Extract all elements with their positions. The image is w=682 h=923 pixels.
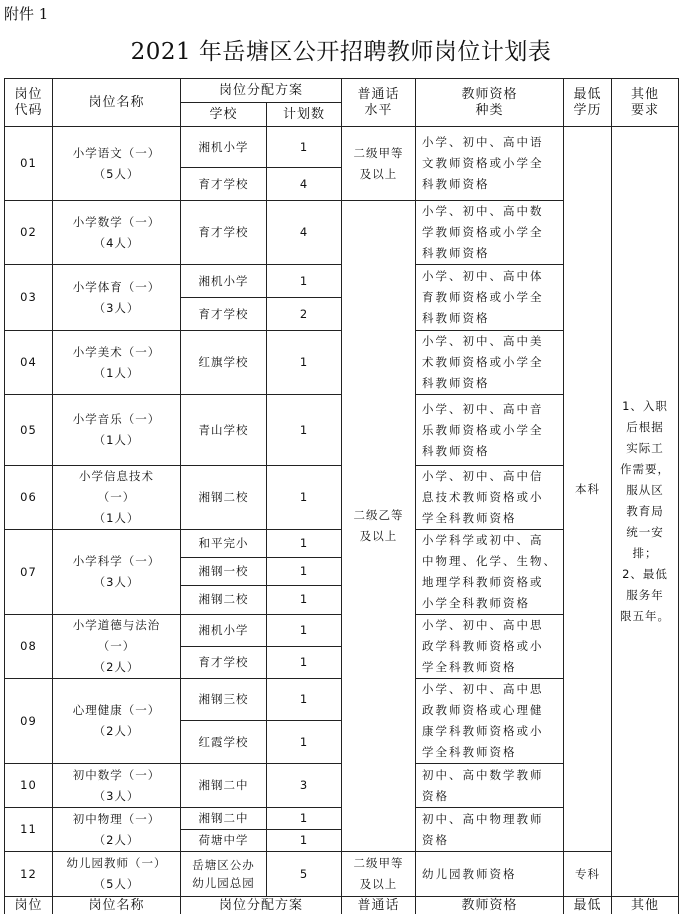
position-code (5, 201, 53, 265)
school-name (181, 298, 267, 331)
header-mandarin-line: 普通话 (357, 86, 400, 102)
cert-type (416, 679, 564, 764)
school-name (181, 852, 267, 897)
cert-type-line: 小学、初中、高中语 (422, 135, 544, 149)
position-name (53, 615, 181, 679)
other-requirements-line: 教育局 (626, 504, 664, 518)
plan-count (267, 852, 342, 897)
footer-mandarin-line: 普通话 (357, 898, 400, 913)
school-name-line: 育才学校 (198, 306, 249, 321)
plan-count (267, 585, 342, 614)
cert-type (416, 466, 564, 530)
school-name-line: 湘钢二中 (198, 778, 249, 792)
cert-type-line: 小学全科教师资格 (422, 596, 530, 610)
table-row (5, 852, 679, 897)
cert-type-line: 小学、初中、高中思 (422, 682, 544, 696)
position-name-line: （3人） (93, 300, 140, 315)
position-code-line: 09 (20, 713, 37, 728)
school-name-line: 湘机小学 (198, 623, 249, 637)
plan-count-line: 1 (299, 734, 309, 749)
mandarin-level-line: 及以上 (359, 166, 398, 181)
position-code (5, 127, 53, 201)
cert-type-line: 小学、初中、高中信 (422, 469, 544, 483)
position-code-line: 12 (20, 866, 37, 881)
position-name (53, 679, 181, 764)
school-name-line: 湘机小学 (198, 139, 249, 154)
school-name (181, 764, 267, 808)
position-code-line: 07 (20, 564, 37, 579)
header-school-line: 学校 (209, 106, 238, 122)
plan-count (267, 808, 342, 830)
header-other-line: 其他 (630, 86, 659, 102)
position-name-line: （2人） (93, 660, 140, 674)
plan-count-line: 1 (299, 422, 309, 437)
school-name (181, 585, 267, 614)
plan-count (267, 331, 342, 395)
plan-count (267, 168, 342, 201)
cert-type-line: 学全科教师资格 (422, 745, 517, 759)
footer-other (612, 897, 679, 915)
cert-type-line: 政学科教师资格或小 (422, 639, 544, 653)
header-count-line: 计划数 (282, 106, 325, 122)
school-name (181, 201, 267, 265)
mandarin-level (342, 127, 416, 201)
cert-type (416, 764, 564, 808)
other-requirements-line: 1、入职 (622, 399, 668, 413)
footer-code (5, 897, 53, 915)
header-cert-line: 种类 (475, 102, 504, 118)
plan-count-line: 1 (299, 692, 309, 706)
school-name (181, 265, 267, 298)
footer-name-line: 岗位名称 (88, 898, 145, 913)
school-name (181, 557, 267, 585)
school-name-line: 育才学校 (198, 655, 249, 669)
plan-count (267, 764, 342, 808)
cert-type (416, 265, 564, 331)
plan-count-line: 1 (299, 139, 309, 154)
cert-type-line: 幼儿园教师资格 (422, 866, 517, 881)
header-mandarin (342, 79, 416, 127)
cert-type-line: 资格 (422, 832, 449, 847)
position-name-line: （3人） (93, 788, 140, 803)
mandarin-level-line: 及以上 (359, 877, 398, 891)
plan-count-line: 1 (299, 563, 309, 578)
position-name-line: 小学道德与法治 (72, 618, 161, 632)
header-code (5, 79, 53, 127)
footer-edu-line: 最低 (573, 898, 602, 913)
other-requirements (612, 127, 679, 897)
school-name (181, 647, 267, 679)
school-name (181, 615, 267, 647)
cert-type (416, 615, 564, 679)
position-code-line: 05 (20, 422, 37, 437)
position-name (53, 466, 181, 530)
footer-edu (564, 897, 612, 915)
cert-type-line: 小学、初中、高中音 (422, 401, 544, 416)
mandarin-level (342, 852, 416, 897)
position-code (5, 331, 53, 395)
position-name (53, 201, 181, 265)
other-requirements-line: 统一安 (626, 525, 664, 539)
school-name (181, 127, 267, 168)
school-name-line: 湘钢二校 (198, 592, 249, 607)
plan-count (267, 615, 342, 647)
position-code (5, 615, 53, 679)
school-name-line: 湘钢二校 (198, 490, 249, 504)
cert-type-line: 初中、高中数学教师 (422, 767, 544, 782)
footer-plan (181, 897, 342, 915)
min-education-line: 专科 (575, 866, 600, 881)
cert-type (416, 201, 564, 265)
other-requirements-line: 作需要， (620, 462, 670, 476)
school-name-line: 湘钢二中 (198, 811, 249, 825)
plan-count (267, 679, 342, 721)
plan-count (267, 647, 342, 679)
position-name-line: （1人） (93, 365, 140, 380)
header-code-line: 岗位 (14, 86, 43, 102)
position-name-line: （一） (97, 639, 136, 653)
plan-count-line: 1 (299, 655, 309, 669)
cert-type-line: 资格 (422, 788, 449, 803)
cert-type-line: 小学、初中、高中数 (422, 204, 544, 218)
mandarin-level-line: 二级甲等 (353, 145, 404, 160)
cert-type-line: 学全科教师资格 (422, 660, 517, 674)
position-code (5, 466, 53, 530)
other-requirements-line: 实际工 (626, 441, 664, 455)
cert-type-line: 小学、初中、高中体 (422, 269, 544, 283)
cert-type-line: 育教师资格或小学全 (422, 290, 544, 304)
attachment-label: 附件 1 (4, 5, 49, 23)
header-cert-line: 教师资格 (461, 86, 518, 102)
mandarin-level (342, 201, 416, 852)
position-name-line: 小学语文（一） (72, 145, 161, 160)
header-mandarin-line: 水平 (364, 102, 393, 118)
plan-count (267, 395, 342, 466)
cert-type-line: 文教师资格或小学全 (422, 156, 544, 170)
plan-count (267, 127, 342, 168)
mandarin-level-line: 二级甲等 (353, 856, 404, 870)
school-name-line: 荷塘中学 (198, 833, 249, 847)
footer-mandarin (342, 897, 416, 915)
school-name-line: 育才学校 (198, 225, 249, 239)
school-name-line: 湘机小学 (198, 273, 249, 288)
cert-type-line: 学教师资格或小学全 (422, 225, 544, 239)
school-name (181, 679, 267, 721)
plan-count-line: 1 (299, 833, 309, 847)
cert-type-line: 科教师资格 (422, 177, 490, 191)
cert-type-line: 科教师资格 (422, 443, 490, 458)
position-name (53, 808, 181, 852)
plan-count-line: 1 (299, 490, 309, 504)
position-name-line: （4人） (93, 235, 140, 250)
school-name-line: 红旗学校 (198, 355, 249, 369)
cert-type-line: 术教师资格或小学全 (422, 355, 544, 369)
position-name-line: （5人） (93, 166, 140, 181)
other-requirements-line: 2、最低 (622, 567, 668, 581)
cert-type-line: 科教师资格 (422, 311, 490, 325)
header-edu (564, 79, 612, 127)
cert-type-line: 小学科学或初中、高 (422, 533, 544, 547)
other-requirements-line: 服务年 (626, 588, 664, 602)
school-name (181, 830, 267, 852)
school-name-line: 育才学校 (198, 176, 249, 191)
plan-count-line: 2 (299, 306, 309, 321)
header-other (612, 79, 679, 127)
footer-name (53, 897, 181, 915)
position-name (53, 127, 181, 201)
header-edu-line: 学历 (573, 102, 602, 118)
cert-type-line: 康学科教师资格或小 (422, 724, 544, 738)
header-school (181, 103, 267, 127)
position-name-line: 小学音乐（一） (72, 412, 161, 426)
plan-count-line: 3 (299, 778, 309, 792)
school-name-line: 红霞学校 (198, 734, 249, 749)
plan-count (267, 830, 342, 852)
cert-type-line: 地理学科教师资格或 (422, 575, 544, 589)
school-name (181, 808, 267, 830)
position-code-line: 02 (20, 225, 37, 239)
plan-count-line: 4 (299, 176, 309, 191)
cert-type (416, 395, 564, 466)
cert-type (416, 331, 564, 395)
other-requirements-line: 后根据 (626, 420, 664, 434)
school-name-line: 湘钢一校 (198, 563, 249, 578)
footer-cert (416, 897, 564, 915)
table-row (5, 127, 679, 168)
cert-type (416, 530, 564, 615)
plan-count (267, 557, 342, 585)
position-code-line: 06 (20, 490, 37, 504)
header-name (53, 79, 181, 127)
cert-type-line: 乐教师资格或小学全 (422, 422, 544, 437)
school-name (181, 466, 267, 530)
position-code (5, 530, 53, 615)
position-name-line: （一） (97, 490, 136, 504)
cert-type (416, 852, 564, 897)
recruitment-plan-table (4, 78, 679, 914)
school-name-line: 岳塘区公办幼儿园总园 (192, 858, 255, 890)
cert-type-line: 学全科教师资格 (422, 511, 517, 525)
position-name (53, 331, 181, 395)
plan-count (267, 721, 342, 764)
position-code-line: 01 (20, 156, 37, 170)
header-other-line: 要求 (630, 102, 659, 118)
position-name-line: （1人） (93, 433, 140, 447)
other-requirements-line: 服从区 (626, 483, 664, 497)
plan-count-line: 4 (299, 225, 309, 239)
position-code (5, 395, 53, 466)
school-name-line: 和平完小 (198, 535, 249, 550)
plan-count-line: 1 (299, 535, 309, 550)
cert-type (416, 127, 564, 201)
school-name (181, 395, 267, 466)
position-name-line: （1人） (93, 511, 140, 525)
position-name (53, 395, 181, 466)
header-count (267, 103, 342, 127)
school-name (181, 168, 267, 201)
position-code (5, 679, 53, 764)
cert-type-line: 政教师资格或心理健 (422, 703, 544, 717)
plan-count-line: 1 (299, 355, 309, 369)
footer-other-line: 其他 (630, 898, 659, 913)
position-name-line: 心理健康（一） (72, 703, 161, 717)
plan-count (267, 466, 342, 530)
plan-count (267, 265, 342, 298)
position-name-line: （3人） (93, 575, 140, 589)
position-code (5, 265, 53, 331)
position-name-line: 小学美术（一） (72, 344, 161, 359)
table-row (5, 897, 679, 915)
position-name (53, 852, 181, 897)
school-name (181, 331, 267, 395)
plan-count (267, 298, 342, 331)
min-education (564, 127, 612, 852)
position-code-line: 03 (20, 290, 37, 304)
cert-type-line: 小学、初中、高中思 (422, 618, 544, 632)
position-code-line: 08 (20, 639, 37, 653)
position-code-line: 04 (20, 355, 37, 369)
mandarin-level-line: 及以上 (359, 529, 398, 543)
footer-cert-line: 教师资格 (461, 898, 518, 913)
footer-plan-line: 岗位分配方案 (218, 898, 303, 913)
header-plan-line: 岗位分配方案 (218, 82, 303, 98)
other-requirements-line: 限五年。 (620, 609, 670, 623)
school-name (181, 721, 267, 764)
plan-count-line: 1 (299, 592, 309, 607)
position-name-line: 小学数学（一） (72, 214, 161, 229)
cert-type-line: 科教师资格 (422, 246, 490, 260)
header-code-line: 代码 (14, 102, 43, 118)
plan-count-line: 1 (299, 273, 309, 288)
position-code (5, 764, 53, 808)
position-name-line: 小学信息技术 (79, 469, 154, 483)
position-code (5, 852, 53, 897)
school-name-line: 青山学校 (198, 422, 249, 437)
cert-type-line: 小学、初中、高中美 (422, 334, 544, 348)
page-title: 2021 年岳塘区公开招聘教师岗位计划表 (130, 39, 552, 65)
plan-count (267, 530, 342, 558)
cert-type-line: 中物理、化学、生物、 (422, 554, 557, 568)
position-code (5, 808, 53, 852)
plan-count-line: 1 (299, 811, 309, 825)
position-name-line: 初中物理（一） (72, 811, 161, 826)
position-code-line: 10 (20, 778, 37, 792)
min-education (564, 852, 612, 897)
cert-type-line: 息技术教师资格或小 (422, 490, 544, 504)
position-name (53, 764, 181, 808)
position-name (53, 530, 181, 615)
position-name-line: （2人） (93, 724, 140, 738)
position-name-line: 小学科学（一） (72, 554, 161, 568)
plan-count (267, 201, 342, 265)
header-name-line: 岗位名称 (88, 94, 145, 110)
position-name (53, 265, 181, 331)
cert-type-line: 科教师资格 (422, 376, 490, 390)
position-name-line: （2人） (93, 832, 140, 847)
cert-type (416, 808, 564, 852)
position-code-line: 11 (20, 822, 37, 836)
position-name-line: 小学体育（一） (72, 279, 161, 294)
table-row (5, 79, 679, 103)
footer-code-line: 岗位 (14, 898, 43, 913)
position-name-line: 初中数学（一） (72, 767, 161, 782)
cert-type-line: 初中、高中物理教师 (422, 811, 544, 826)
header-edu-line: 最低 (573, 86, 602, 102)
plan-count-line: 5 (299, 866, 309, 881)
school-name-line: 湘钢三校 (198, 692, 249, 706)
plan-count-line: 1 (299, 623, 309, 637)
min-education-line: 本科 (575, 481, 600, 496)
school-name (181, 530, 267, 558)
header-cert (416, 79, 564, 127)
position-name-line: 幼儿园教师（一） (66, 856, 167, 870)
position-name-line: （5人） (93, 877, 140, 891)
other-requirements-line: 排； (632, 546, 658, 560)
mandarin-level-line: 二级乙等 (353, 508, 404, 522)
header-plan (181, 79, 342, 103)
